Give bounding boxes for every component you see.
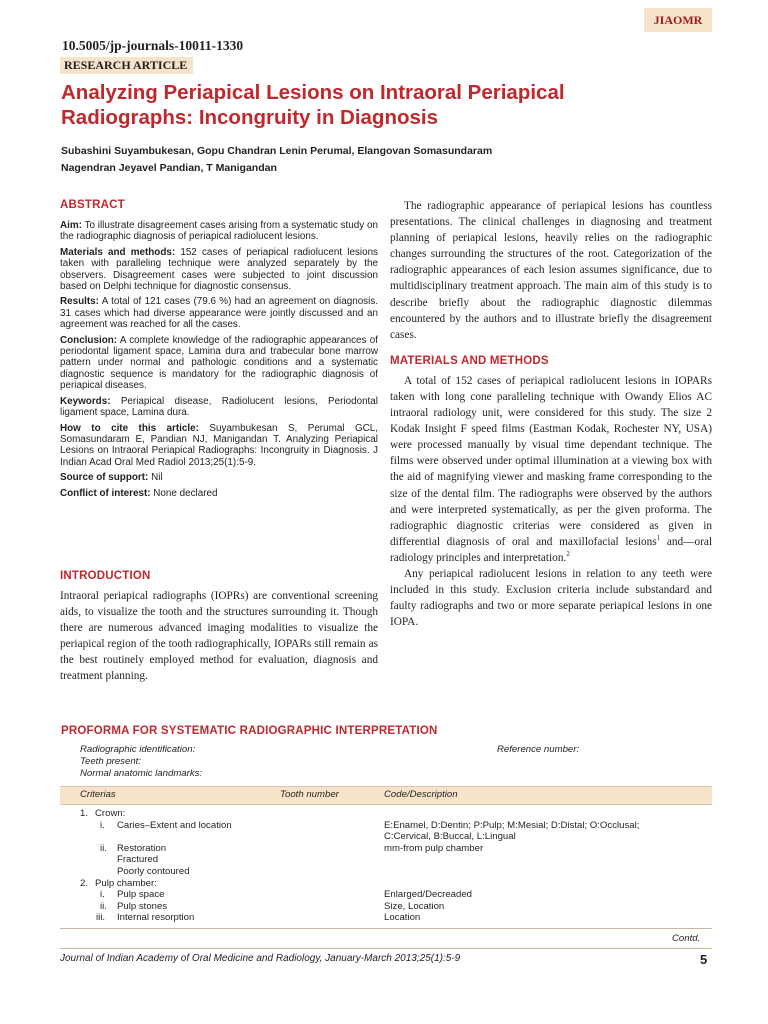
abstract-section — [60, 199, 378, 503]
table-row — [60, 808, 712, 820]
abstract-support: Source of support: Nil — [60, 472, 163, 484]
table-row — [60, 889, 712, 901]
table-row — [60, 912, 712, 924]
row-code: Size, Location — [384, 900, 445, 912]
footer-rule — [60, 948, 712, 949]
table-row — [60, 831, 712, 843]
proforma-bottom-rule — [60, 928, 712, 929]
footer-citation: Journal of Indian Academy of Oral Medicine and Radiology, January-March 2013;25(1):5-9 — [60, 953, 461, 964]
introduction-heading: INTRODUCTION — [60, 570, 151, 582]
row-criteria: Caries–Extent and location — [117, 819, 232, 831]
abstract-heading: ABSTRACT — [60, 199, 125, 211]
row-number: ii. — [100, 842, 107, 854]
article-title — [61, 80, 701, 130]
methods-para-2: Any periapical radiolucent lesions in relation to any teeth were included in this study. Exclusion criteria include substandard and faulty radiographs and two or more separate periapical lesions in one IOPA. — [390, 567, 712, 629]
abstract-aim: Aim: To illustrate disagreement cases arising from a systematic study on the radiographic diagnosis of periapical radiolucent lesions. — [60, 220, 378, 243]
title-line-2: Radiographs: Incongruity in Diagnosis — [61, 106, 438, 129]
teeth-present-field: Teeth present: — [80, 756, 141, 767]
radiographic-id-field: Radiographic identification: — [80, 744, 196, 755]
row-code: E:Enamel, D:Dentin; P:Pulp; M:Mesial; D:Distal; O:Occlusal; — [384, 819, 640, 831]
row-number: 2. — [80, 877, 89, 889]
table-row — [60, 901, 712, 913]
row-code: Enlarged/Decreaded — [384, 889, 473, 901]
landmarks-field: Normal anatomic landmarks: — [80, 768, 203, 779]
row-criteria: Restoration — [117, 842, 167, 854]
row-criteria: Poorly contoured — [117, 865, 190, 877]
contd-label: Contd. — [672, 933, 701, 944]
authors-line-1: Subashini Suyambukesan, Gopu Chandran Lenin Perumal, Elangovan Somasundaram — [61, 145, 493, 157]
proforma-heading: PROFORMA FOR SYSTEMATIC RADIOGRAPHIC INTERPRETATION — [61, 725, 438, 737]
row-code: mm-from pulp chamber — [384, 842, 484, 854]
abstract-results: Results: A total of 121 cases (79.6 %) had an agreement on diagnosis. 31 cases which had diverse appearance were jointly discussed and an agreement was reached for all the cases. — [60, 296, 378, 331]
abstract-methods: Materials and methods: 152 cases of periapical radiolucent lesions taken with paralleling technique were analyzed separately by the observers. Disagreement cases were subjected to joint discussion based on Delphi technique for diagnostic consensus. — [60, 246, 378, 293]
row-criteria: Internal resorption — [117, 912, 195, 924]
row-number: i. — [100, 889, 105, 901]
proforma-table — [60, 786, 712, 924]
abstract-body — [60, 220, 378, 499]
abstract-conflict: Conflict of interest: None declared — [60, 487, 218, 499]
abstract-conclusion: Conclusion: A complete knowledge of the radiographic appearances of periodontal ligament space, Lamina dura and trabecular bone marrow pattern under normal and pathologic conditions and a systematic diagnostic sequence is mandatory for the radiographic diagnosis of periapical diseases. — [60, 334, 378, 392]
introduction-para-2: The radiographic appearance of periapical lesions has countless presentations. The clinical challenges in diagnosing and treatment planning of periapical lesions, heavily relies on the radiographic changes surrounding the structures of the root. Categorization of the radiographic appearances of each lesion assumes significance, due to multidisciplinary treatment approach. The main aim of this study is to describe briefly about the radiographic diagnostic dilemmas encountered by the authors and to illustrate briefly the disagreement cases. — [390, 200, 712, 341]
title-line-1: Analyzing Periapical Lesions on Intraoral Periapical — [61, 81, 565, 104]
row-code: C:Cervical, B:Buccal, L:Lingual — [384, 831, 516, 843]
col-code-description: Code/Description — [384, 789, 458, 800]
row-criteria: Crown: — [95, 808, 126, 819]
row-criteria: Pulp stones — [117, 900, 168, 912]
row-criteria: Fractured — [117, 854, 159, 866]
methods-para-1: A total of 152 cases of periapical radiolucent lesions in IOPARs taken with long cone paralleling technique with Owandy Elios AC intraoral radiology unit, were considered for this study. The size 2 Kodak Insight F speed films (Eastman Kodak, Rochester NY, USA) were processed manually by visual time dependant technique. The films were observed under optimal illumination at a viewing box with the aid of magnifying viewer and masking frame corresponding to the size of the dental film. The radiographs were observed by the authors and were interpreted systematically, as per the given proforma. The radiographic diagnostic criterias were considered as given in differential diagnosis of oral and maxillofacial lesions$^1$ and—oral radiology principles and interpretation.$^2$ — [390, 374, 713, 564]
row-criteria: Pulp chamber: — [95, 877, 157, 889]
table-row — [60, 820, 712, 832]
doi: 10.5005/jp-journals-10011-1330 — [62, 38, 244, 53]
row-number: 1. — [80, 808, 89, 819]
article-type-badge: RESEARCH ARTICLE — [60, 57, 193, 74]
table-row — [60, 878, 712, 890]
col-tooth-number: Tooth number — [280, 789, 339, 800]
row-number: iii. — [96, 912, 106, 924]
introduction-para-1: Intraoral periapical radiographs (IOPRs) are conventional screening aids, to visualize the tooth and the structures surrounding it. Though there are numerous advanced imaging modalities to visualize the periapical region of the tooth radiographically, IOPARs still remain as the best routinely employed method for evaluation, diagnosis and treatment planning. — [60, 590, 378, 683]
abstract-citation: How to cite this article: Suyambukesan S, Perumal GCL, Somasundaram E, Pandian NJ, Manigandan T. Analyzing Periapical Lesions on Intraoral Periapical Radiographs: Incongruity in Diagnosis. J Indian Acad Oral Med Radiol 2013;25(1):5-9. — [60, 422, 379, 468]
reference-number-field: Reference number: — [497, 744, 580, 755]
table-row — [60, 843, 712, 855]
abstract-keywords: Keywords: Periapical disease, Radiolucent lesions, Periodontal ligament space, Lamina dura. — [60, 395, 378, 419]
row-number: ii. — [100, 900, 107, 912]
methods-heading: MATERIALS AND METHODS — [390, 354, 549, 367]
page-number: 5 — [700, 952, 708, 967]
row-number: i. — [100, 819, 105, 831]
col-criterias: Criterias — [80, 789, 116, 800]
right-column — [390, 198, 712, 630]
table-row — [60, 854, 712, 866]
row-criteria: Pulp space — [117, 889, 165, 901]
proforma-table-body — [60, 805, 712, 924]
methods-body — [390, 373, 712, 631]
proforma-table-header — [60, 786, 712, 805]
authors — [61, 144, 701, 178]
table-row — [60, 866, 712, 878]
introduction-section — [60, 570, 378, 685]
authors-line-2: Nagendran Jeyavel Pandian, T Manigandan — [61, 162, 277, 174]
journal-tag: JIAOMR — [644, 8, 712, 32]
row-code: Location — [384, 912, 421, 924]
